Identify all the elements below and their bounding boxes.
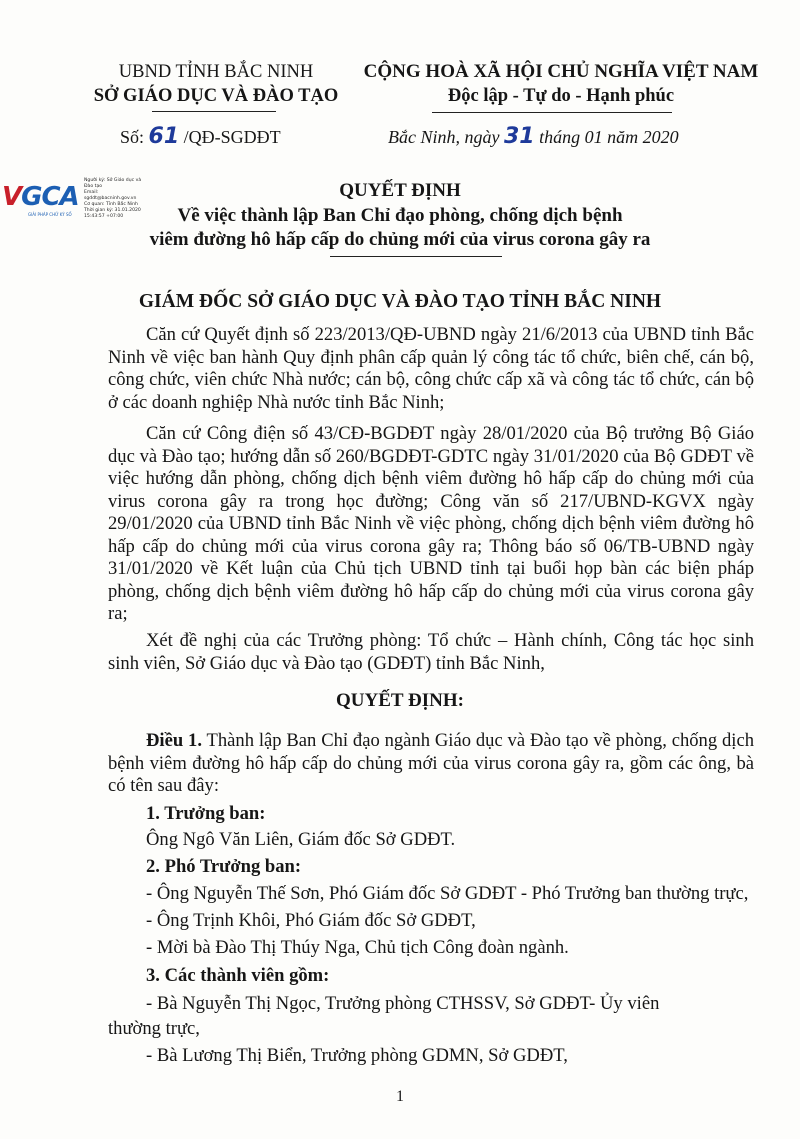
national-motto: Độc lập - Tự do - Hạnh phúc: [447, 86, 675, 106]
motto-underline: [432, 112, 672, 113]
subject-underline: [330, 256, 502, 257]
section-2-title: 2. Phó Trưởng ban:: [146, 856, 302, 877]
basis-paragraph-3: Xét đề nghị của các Trưởng phòng: Tổ chức – Hành chính, Công tác học sinh sinh viên, Sở Giáo dục và Đào tạo (GDĐT) tỉnh Bắc Ninh,: [108, 630, 754, 674]
date-suffix: tháng 01 năm 2020: [539, 127, 679, 147]
vgca-logo-icon: VGCA: [2, 182, 79, 212]
section-1-title: 1. Trưởng ban:: [146, 803, 266, 824]
agency-parent: UBND TỈNH BẮC NINH: [118, 62, 314, 82]
number-suffix: /QĐ-SGDĐT: [183, 127, 281, 147]
decision-subject-line-2: viêm đường hô hấp cấp do chủng mới của virus corona gây ra: [149, 229, 651, 250]
decision-subject-line-1: Về việc thành lập Ban Chỉ đạo phòng, chống dịch bệnh: [177, 205, 623, 226]
national-title: CỘNG HOÀ XÃ HỘI CHỦ NGHĨA VIỆT NAM: [363, 61, 759, 82]
section-1-item: Ông Ngô Văn Liên, Giám đốc Sở GDĐT.: [146, 829, 456, 850]
basis-paragraph-2: Căn cứ Công điện số 43/CĐ-BGDĐT ngày 28/01/2020 của Bộ trưởng Bộ Giáo dục và Đào tạo; hướng dẫn số 260/BGDĐT-GDTC ngày 31/01/2020 của Bộ GDĐT về việc hướng dẫn phòng, chống dịch bệnh viêm đường hô hấp cấp do chủng mới của virus corona gây ra trong học đường; Công văn số 217/UBND-KGVX ngày 29/01/2020 của UBND tỉnh Bắc Ninh về việc phòng, chống dịch bệnh viêm đường hô hấp cấp do chủng mới của virus corona gây ra; Thông báo số 06/TB-UBND ngày 31/01/2020 về Kết luận của Chủ tịch UBND tỉnh tại buổi họp bàn các biện pháp phòng, chống dịch bệnh viêm đường hô hấp cấp do chủng mới của virus corona gây ra;: [108, 423, 754, 624]
agency-name: SỞ GIÁO DỤC VÀ ĐÀO TẠO: [93, 86, 339, 106]
issuer-heading: GIÁM ĐỐC SỞ GIÁO DỤC VÀ ĐÀO TẠO TỈNH BẮC NINH: [138, 291, 662, 312]
decision-heading: QUYẾT ĐỊNH:: [336, 690, 464, 711]
handwritten-number: 61: [148, 124, 180, 149]
stamp-details: Người ký: Sở Giáo dục và Đào tạo Email: sgddt@bacninh.gov.vn Cơ quan: Tỉnh Bắc Ninh Thời gian ký: 31.01.2020 15:43:57 +07:00: [84, 178, 142, 219]
section-3-item-1: - Bà Nguyễn Thị Ngọc, Trưởng phòng CTHSSV, Sở GDĐT- Ủy viên: [146, 993, 660, 1014]
article-1: [108, 730, 754, 798]
section-2-item-2: - Ông Trịnh Khôi, Phó Giám đốc Sở GDĐT,: [146, 910, 476, 931]
decision-title: QUYẾT ĐỊNH: [339, 180, 461, 201]
basis-paragraph-1: Căn cứ Quyết định số 223/2013/QĐ-UBND ngày 21/6/2013 của UBND tỉnh Bắc Ninh về việc ban hành Quy định phân cấp quản lý công tác tổ chức, biên chế, cán bộ, công chức, viên chức Nhà nước; cán bộ, công chức cấp xã và công tác tổ chức, cán bộ ở các doanh nghiệp Nhà nước tỉnh Bắc Ninh;: [108, 324, 754, 413]
agency-underline: [152, 111, 276, 112]
section-3-item-2: - Bà Lương Thị Biển, Trưởng phòng GDMN, Sở GDĐT,: [146, 1045, 568, 1066]
document-date: [388, 124, 679, 149]
number-prefix: Số:: [120, 127, 145, 147]
article-1-text: Thành lập Ban Chỉ đạo ngành Giáo dục và Đào tạo về phòng, chống dịch bệnh viêm đường hô hấp cấp do chủng mới của virus corona gây ra, gồm các ông, bà có tên sau đây:: [108, 730, 754, 796]
section-3-title: 3. Các thành viên gồm:: [146, 965, 330, 986]
section-2-item-1: - Ông Nguyễn Thế Sơn, Phó Giám đốc Sở GDĐT - Phó Trưởng ban thường trực,: [146, 883, 749, 904]
page-number: 1: [396, 1088, 404, 1105]
document-number: [120, 124, 281, 149]
date-prefix: Bắc Ninh, ngày: [388, 127, 500, 147]
article-1-label: Điều 1.: [146, 730, 202, 751]
section-3-item-1-cont: thường trực,: [108, 1018, 200, 1039]
handwritten-day: 31: [503, 124, 535, 149]
stamp-subtitle: GIẢI PHÁP CHỮ KÝ SỐ: [28, 212, 72, 217]
section-2-item-3: - Mời bà Đào Thị Thúy Nga, Chủ tịch Công đoàn ngành.: [146, 937, 569, 958]
